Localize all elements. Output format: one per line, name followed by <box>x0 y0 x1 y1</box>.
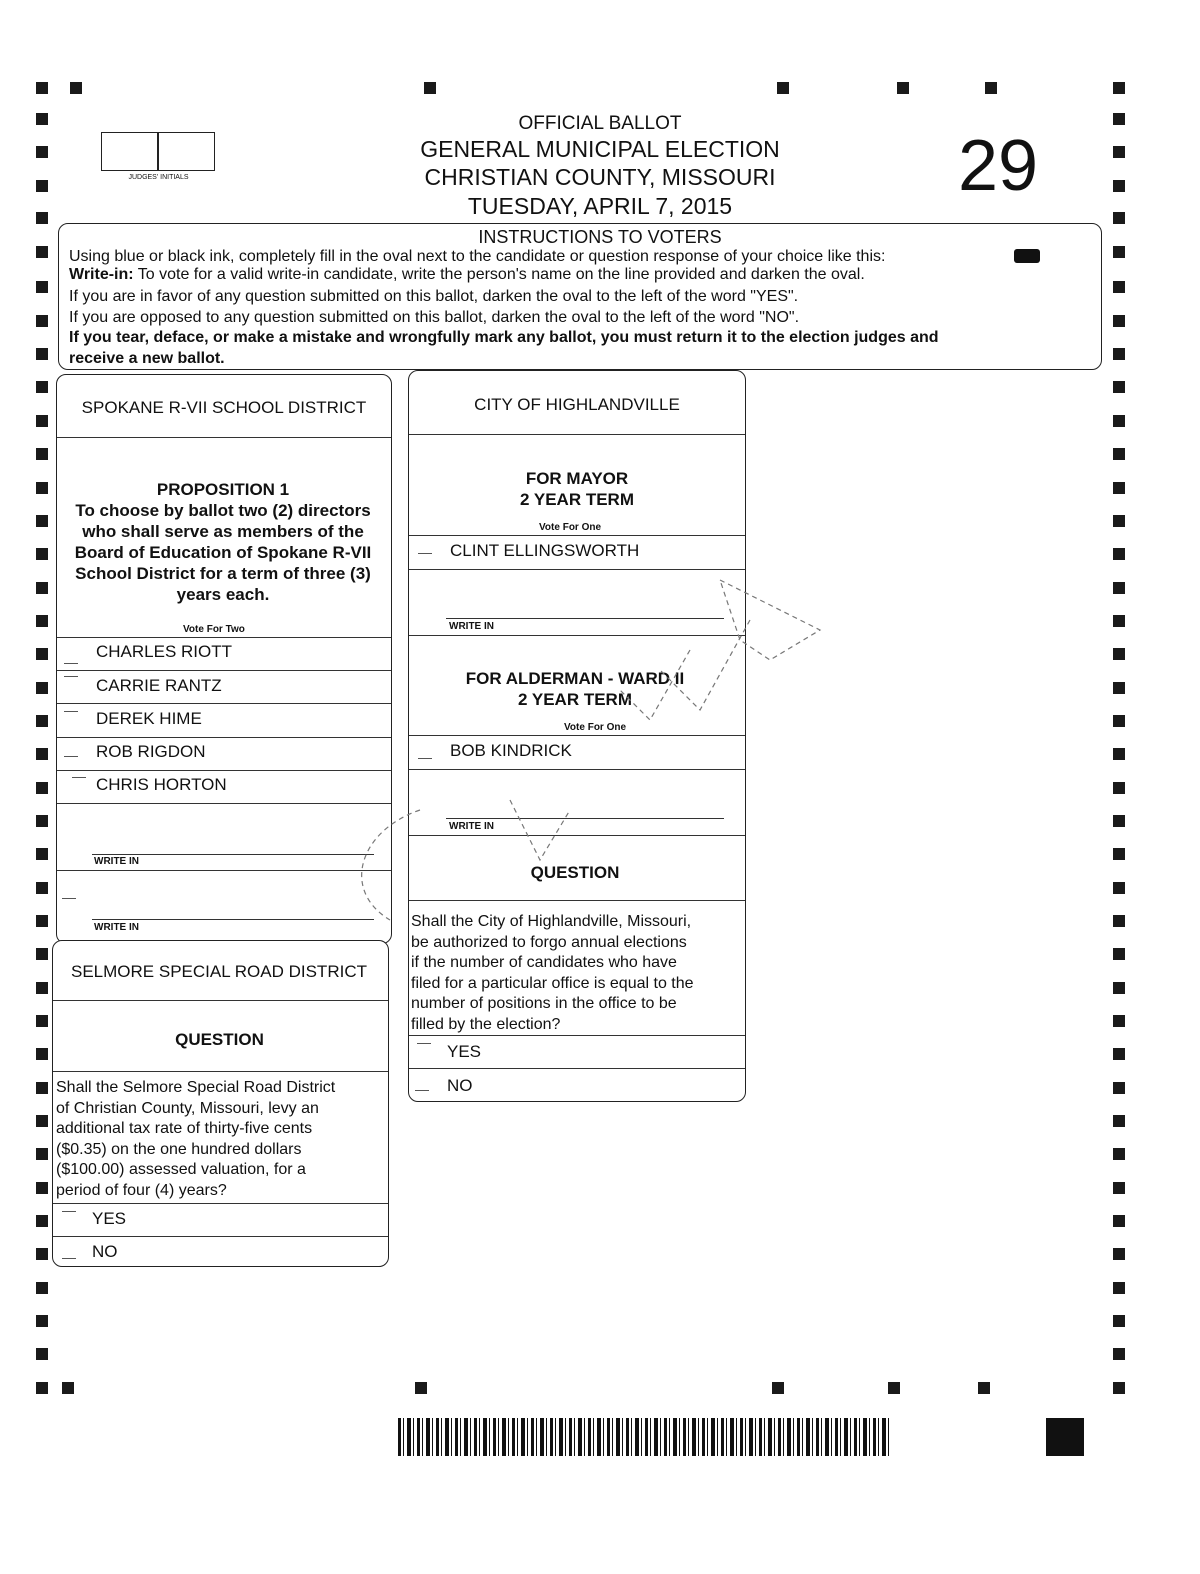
timing-mark <box>36 1215 48 1227</box>
timing-mark <box>36 982 48 994</box>
timing-mark <box>36 1315 48 1327</box>
county-name: CHRISTIAN COUNTY, MISSOURI <box>424 164 776 190</box>
timing-mark <box>36 782 48 794</box>
timing-mark <box>1113 348 1125 360</box>
timing-mark <box>36 648 48 660</box>
vote-for-label: Vote For Two <box>183 624 245 635</box>
timing-mark <box>1113 715 1125 727</box>
timing-mark <box>36 1048 48 1060</box>
question-text: Shall the Selmore Special Road District of Christian County, Missouri, levy an additional tax rate of thirty-five cents ($0.35) on the one hundred dollars ($100.00) assessed valuation, for a period of four (4) years? <box>56 1079 336 1199</box>
write-in-label: WRITE IN <box>94 856 139 867</box>
timing-mark <box>1113 1182 1125 1194</box>
timing-mark <box>36 1148 48 1160</box>
write-in-label: WRITE IN <box>449 821 494 832</box>
timing-mark <box>1113 1148 1125 1160</box>
vote-oval[interactable] <box>62 1211 76 1213</box>
timing-mark <box>1113 648 1125 660</box>
timing-mark <box>36 415 48 427</box>
proposition-title: PROPOSITION 1 <box>156 480 290 499</box>
timing-mark <box>36 615 48 627</box>
timing-mark <box>1113 1282 1125 1294</box>
timing-mark <box>1113 315 1125 327</box>
timing-mark <box>36 315 48 327</box>
timing-mark <box>1113 515 1125 527</box>
timing-mark <box>985 82 997 94</box>
timing-mark <box>772 1382 784 1394</box>
timing-mark <box>888 1382 900 1394</box>
timing-mark <box>415 1382 427 1394</box>
timing-mark <box>36 246 48 258</box>
vote-oval[interactable] <box>417 1043 431 1045</box>
timing-mark <box>36 1015 48 1027</box>
write-in-label: WRITE IN <box>94 922 139 933</box>
vote-for-label: Vote For One <box>564 722 627 733</box>
timing-mark <box>1113 815 1125 827</box>
timing-mark <box>1113 1048 1125 1060</box>
timing-mark <box>1113 448 1125 460</box>
timing-mark <box>36 1382 48 1394</box>
timing-mark <box>1113 1215 1125 1227</box>
timing-mark <box>36 682 48 694</box>
timing-mark <box>1113 381 1125 393</box>
timing-mark <box>36 448 48 460</box>
timing-mark <box>1113 1382 1125 1394</box>
timing-mark <box>36 948 48 960</box>
timing-mark <box>36 1282 48 1294</box>
instructions-line <box>69 267 865 283</box>
timing-mark <box>1113 246 1125 258</box>
write-in-label: Write-in: <box>69 266 134 283</box>
instructions-line: If you are in favor of any question submitted on this ballot, darken the oval to the left of the word "YES". <box>69 288 799 305</box>
timing-mark <box>1113 915 1125 927</box>
proposition-text: School District for a term of three (3) <box>75 564 371 583</box>
timing-mark <box>36 715 48 727</box>
timing-mark <box>1113 1015 1125 1027</box>
corner-registration-mark <box>1046 1418 1084 1456</box>
proposition-text: who shall serve as members of the <box>82 522 364 541</box>
candidate-name: CLINT ELLINGSWORTH <box>450 541 640 560</box>
timing-mark <box>1113 281 1125 293</box>
timing-mark <box>36 1348 48 1360</box>
timing-mark <box>36 582 48 594</box>
office-term: 2 YEAR TERM <box>520 490 634 509</box>
timing-mark <box>1113 682 1125 694</box>
ballot-style-number: 29 <box>958 126 1039 206</box>
candidate-name: ROB RIGDON <box>96 742 206 761</box>
district-heading: SELMORE SPECIAL ROAD DISTRICT <box>71 962 367 981</box>
write-in-text: To vote for a valid write-in candidate, write the person's name on the line provided and darken the oval. <box>133 266 865 283</box>
question-text: Shall the City of Highlandville, Missouri, be authorized to forgo annual elections if the number of candidates who have filed for a particular office is equal to the number of positions in the office to be filled by the election? <box>411 913 694 1033</box>
timing-mark <box>36 482 48 494</box>
vote-oval[interactable] <box>62 1258 76 1260</box>
district-heading: SPOKANE R-VII SCHOOL DISTRICT <box>81 398 367 417</box>
vote-oval[interactable] <box>415 1090 429 1092</box>
election-date: TUESDAY, APRIL 7, 2015 <box>467 193 733 219</box>
vote-oval[interactable] <box>64 676 78 678</box>
timing-mark <box>36 848 48 860</box>
office-title: FOR MAYOR <box>525 469 629 488</box>
timing-mark <box>36 1182 48 1194</box>
judges-initials-label: JUDGES' INITIALS <box>128 174 189 181</box>
timing-mark <box>36 882 48 894</box>
vote-oval[interactable] <box>72 777 86 779</box>
candidate-name: CARRIE RANTZ <box>96 676 222 695</box>
proposition-text: To choose by ballot two (2) directors <box>75 501 371 520</box>
timing-mark <box>424 82 436 94</box>
vote-for-label: Vote For One <box>539 522 602 533</box>
candidate-name: CHARLES RIOTT <box>96 642 233 661</box>
timing-mark <box>62 1382 74 1394</box>
timing-mark <box>36 548 48 560</box>
write-in-label: WRITE IN <box>449 621 494 632</box>
timing-mark <box>36 515 48 527</box>
timing-mark <box>1113 1348 1125 1360</box>
timing-mark <box>36 381 48 393</box>
timing-mark <box>1113 848 1125 860</box>
timing-mark <box>36 748 48 760</box>
timing-mark <box>1113 615 1125 627</box>
timing-mark <box>1113 948 1125 960</box>
timing-mark <box>1113 1248 1125 1260</box>
timing-mark <box>1113 82 1125 94</box>
vote-oval[interactable] <box>64 756 78 758</box>
no-label: NO <box>447 1076 473 1095</box>
no-label: NO <box>92 1242 118 1261</box>
watermark-outline <box>300 560 860 960</box>
timing-mark <box>897 82 909 94</box>
ballot-title: OFFICIAL BALLOT <box>518 113 682 134</box>
instructions-warning: receive a new ballot. <box>69 350 225 367</box>
timing-mark <box>36 1115 48 1127</box>
barcode <box>398 1418 890 1456</box>
timing-mark <box>1113 1315 1125 1327</box>
timing-mark <box>1113 782 1125 794</box>
instructions-heading: INSTRUCTIONS TO VOTERS <box>478 227 722 247</box>
timing-mark <box>1113 582 1125 594</box>
yes-label: YES <box>447 1042 482 1061</box>
timing-mark <box>70 82 82 94</box>
candidate-name: BOB KINDRICK <box>450 741 572 760</box>
instructions-line: If you are opposed to any question submitted on this ballot, darken the oval to the left of the word "NO". <box>69 309 800 326</box>
vote-oval[interactable] <box>64 711 78 713</box>
candidate-name: DEREK HIME <box>96 709 202 728</box>
timing-mark <box>1113 882 1125 894</box>
timing-mark <box>1113 748 1125 760</box>
candidate-name: CHRIS HORTON <box>96 775 227 794</box>
timing-mark <box>978 1382 990 1394</box>
timing-mark <box>36 1082 48 1094</box>
filled-oval-example <box>1014 249 1040 263</box>
timing-mark <box>1113 548 1125 560</box>
vote-oval[interactable] <box>64 663 78 665</box>
vote-oval[interactable] <box>418 553 432 555</box>
timing-mark <box>36 281 48 293</box>
timing-mark <box>36 82 48 94</box>
proposition-text: years each. <box>176 585 270 604</box>
timing-mark <box>1113 482 1125 494</box>
election-name: GENERAL MUNICIPAL ELECTION <box>420 136 780 162</box>
office-title: FOR ALDERMAN - WARD II <box>465 669 685 688</box>
question-title: QUESTION <box>530 863 620 882</box>
city-heading: CITY OF HIGHLANDVILLE <box>474 395 680 414</box>
question-title: QUESTION <box>175 1030 264 1049</box>
timing-mark <box>36 815 48 827</box>
yes-label: YES <box>92 1209 127 1228</box>
instructions-warning: If you tear, deface, or make a mistake and wrongfully mark any ballot, you must return it to the election judges and <box>69 329 939 346</box>
vote-oval[interactable] <box>62 898 76 900</box>
timing-mark <box>1113 1115 1125 1127</box>
proposition-text: Board of Education of Spokane R-VII <box>74 543 372 562</box>
timing-mark <box>36 1248 48 1260</box>
timing-mark <box>1113 982 1125 994</box>
office-term: 2 YEAR TERM <box>518 690 632 709</box>
timing-mark <box>36 915 48 927</box>
timing-mark <box>1113 1082 1125 1094</box>
timing-mark <box>777 82 789 94</box>
timing-mark <box>1113 415 1125 427</box>
timing-mark <box>36 348 48 360</box>
instructions-line: Using blue or black ink, completely fill in the oval next to the candidate or question response of your choice like this: <box>69 248 886 265</box>
